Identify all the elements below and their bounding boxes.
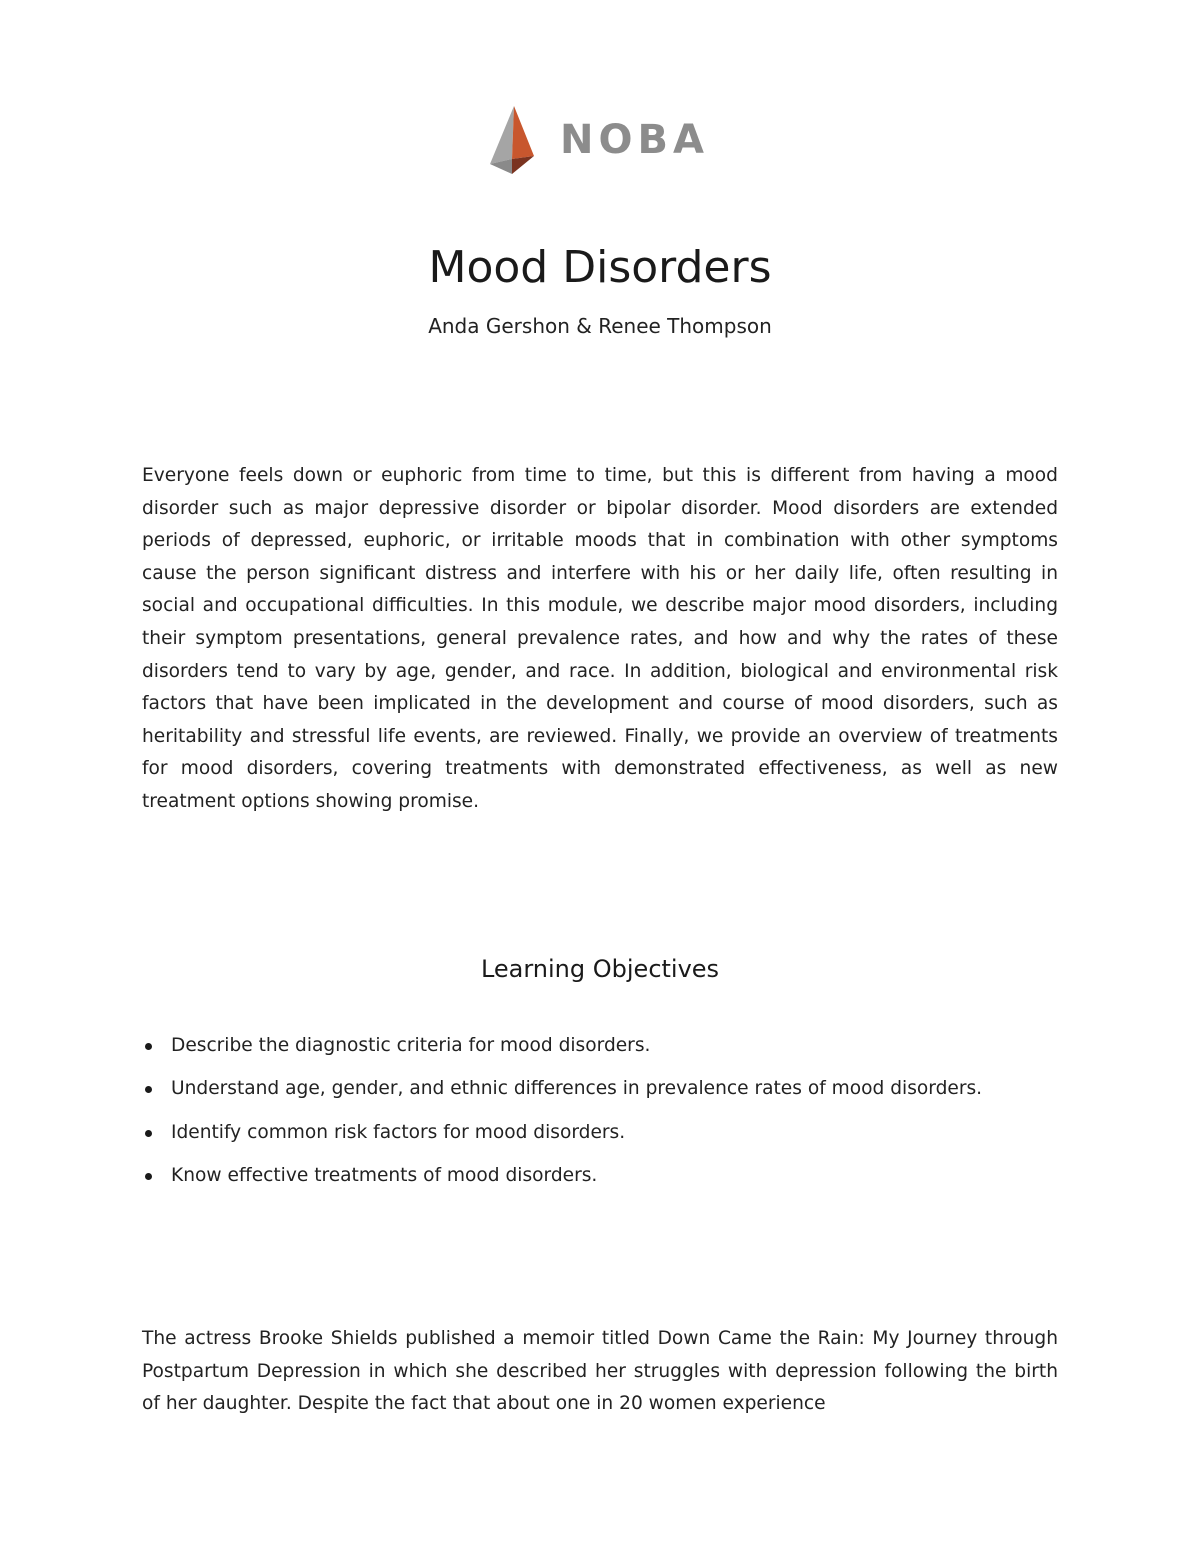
objective-item [142,1117,1082,1160]
document-authors: Anda Gershon & Renee Thompson [428,314,772,338]
noba-logo [488,104,709,176]
objective-text: Describe the diagnostic criteria for mood disorders. [171,1035,651,1056]
objective-text: Understand age, gender, and ethnic differences in prevalence rates of mood disorders. [171,1078,983,1100]
objective-item [142,1073,1082,1116]
intro-paragraph: The actress Brooke Shields published a memoir titled Down Came the Rain: My Journey through Postpartum Depression in which she described her struggles with depression following the birth of her daughter. Despite the fact that about one in 20 women experience [142,1328,1058,1415]
logo-wordmark: NOBA [560,117,709,163]
bullet-icon [145,1130,152,1137]
objective-text: Identify common risk factors for mood disorders. [171,1121,626,1143]
bullet-icon [145,1086,152,1093]
abstract-paragraph: Everyone feels down or euphoric from time to time, but this is different from having a mood disorder such as major depressive disorder or bipolar disorder. Mood disorders are extended periods of depressed, euphoric, or irritable moods that in combination with other symptoms cause the person significant distress and interfere with his or her daily life, often resulting in social and occupational difficulties. In this module, we describe major mood disorders, including their symptom presentations, general prevalence rates, and how and why the rates of these disorders tend to vary by age, gender, and race. In addition, biological and environmental risk factors that have been implicated in the development and course of mood disorders, such as heritability and stressful life events, are reviewed. Finally, we provide an overview of treatments for mood disorders, covering treatments with demonstrated effectiveness, as well as new treatment options showing promise. [142,465,1058,812]
objective-text: Know effective treatments of mood disorders. [171,1165,598,1187]
document-title: Mood Disorders [428,242,772,293]
objective-item [142,1160,1082,1203]
learning-objectives-heading: Learning Objectives [480,955,720,983]
objective-item [142,1030,1082,1073]
learning-objectives-list [142,1030,1082,1204]
bullet-icon [145,1043,152,1050]
bullet-icon [145,1173,152,1180]
noba-flame-logo-icon [488,104,538,176]
